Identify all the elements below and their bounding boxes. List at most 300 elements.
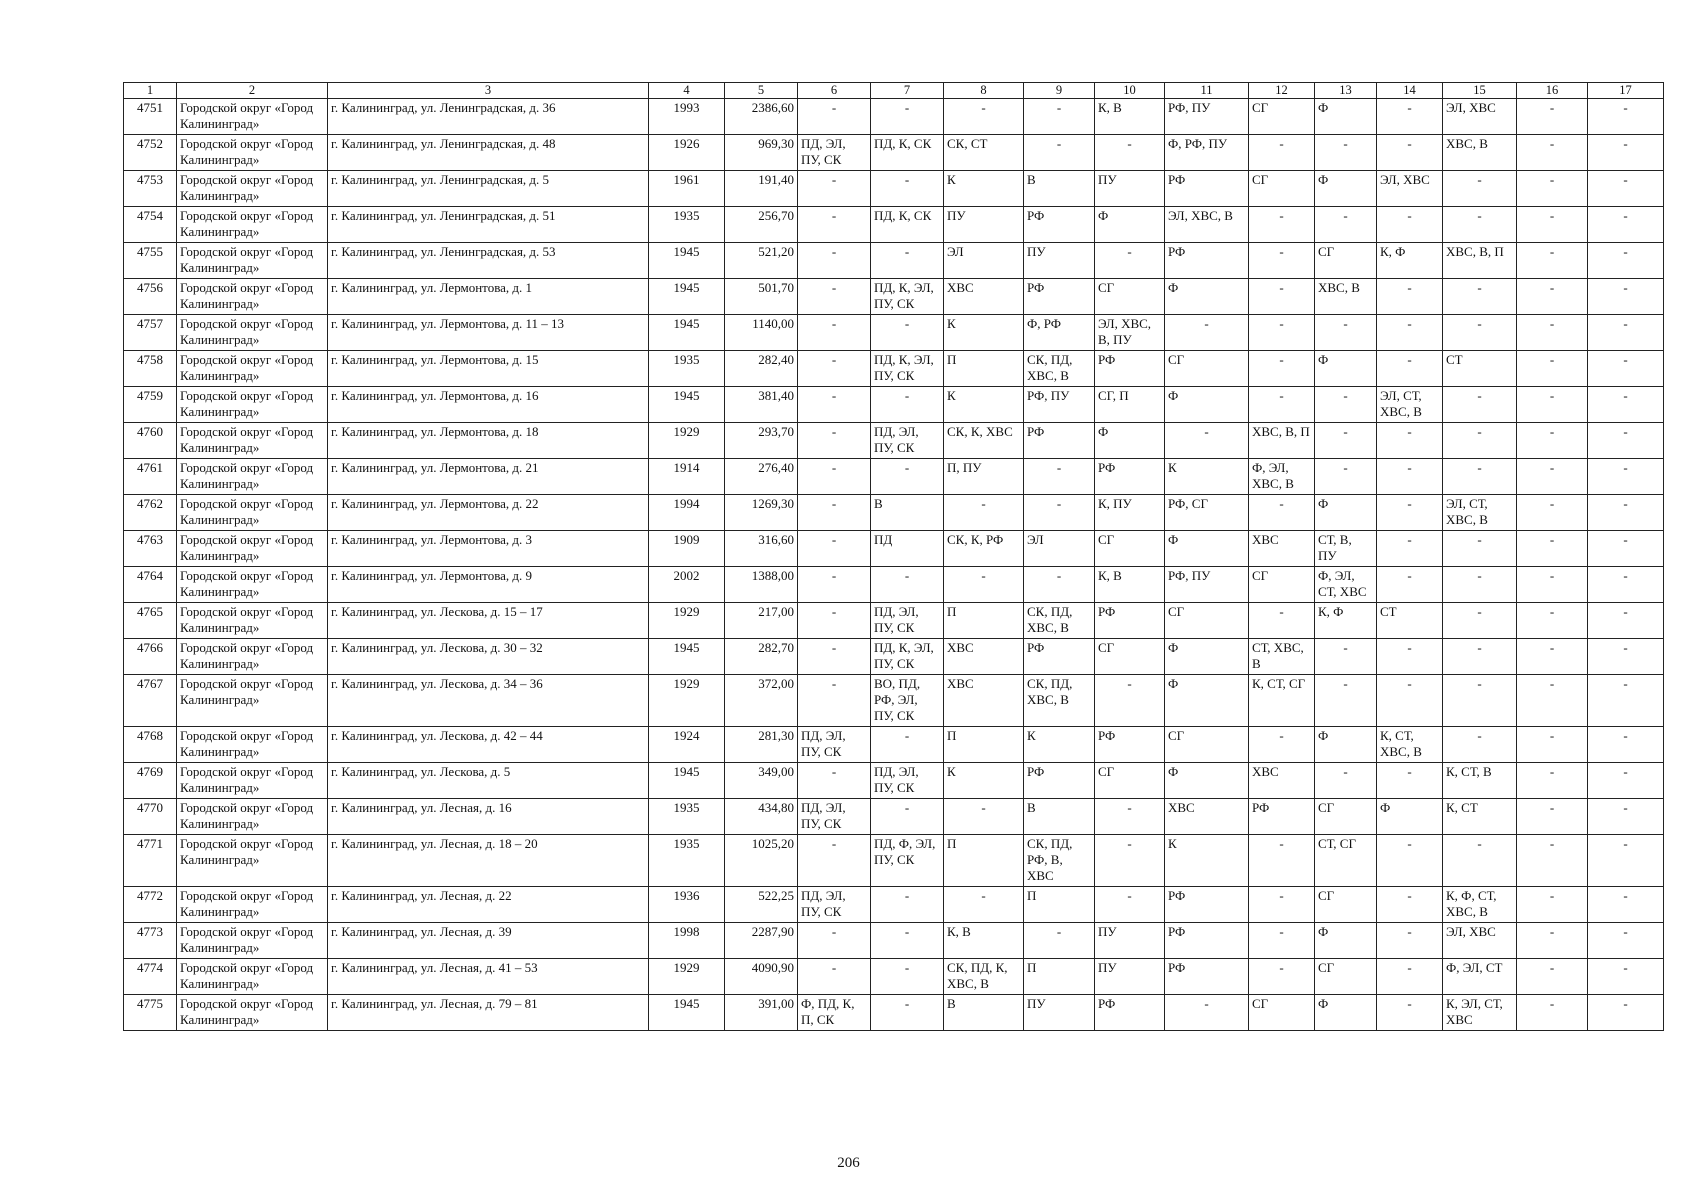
table-cell: РФ xyxy=(1024,763,1095,799)
table-cell: 521,20 xyxy=(725,243,798,279)
table-cell: - xyxy=(1165,423,1249,459)
table-cell: ПУ xyxy=(1024,995,1095,1031)
table-cell: - xyxy=(1249,923,1315,959)
table-cell: 1929 xyxy=(649,959,725,995)
table-cell: - xyxy=(1315,675,1377,727)
table-cell: 4774 xyxy=(124,959,177,995)
table-row xyxy=(124,135,1664,171)
table-cell: Городской округ «Город Калининград» xyxy=(177,835,328,887)
table-cell: - xyxy=(798,315,871,351)
table-row xyxy=(124,567,1664,603)
table-cell: - xyxy=(1249,315,1315,351)
table-cell: - xyxy=(1588,531,1664,567)
table-cell: Городской округ «Город Калининград» xyxy=(177,459,328,495)
table-cell: - xyxy=(1588,351,1664,387)
column-header: 13 xyxy=(1315,83,1377,99)
table-cell: ПД, ЭЛ, ПУ, СК xyxy=(871,603,944,639)
table-cell: Ф xyxy=(1165,531,1249,567)
table-cell: Ф, РФ, ПУ xyxy=(1165,135,1249,171)
table-cell: г. Калининград, ул. Ленинградская, д. 51 xyxy=(328,207,649,243)
table-cell: Городской округ «Город Калининград» xyxy=(177,603,328,639)
table-cell: - xyxy=(871,959,944,995)
table-cell: Ф xyxy=(1315,171,1377,207)
table-cell: - xyxy=(1588,207,1664,243)
table-cell: Городской округ «Город Калининград» xyxy=(177,799,328,835)
table-cell: - xyxy=(1517,835,1588,887)
table-cell: - xyxy=(1165,315,1249,351)
table-cell: - xyxy=(1588,639,1664,675)
table-cell: 381,40 xyxy=(725,387,798,423)
table-row xyxy=(124,243,1664,279)
table-cell: - xyxy=(1588,135,1664,171)
table-cell: СК, ПД, ХВС, В xyxy=(1024,351,1095,387)
table-cell: - xyxy=(1443,423,1517,459)
header-row xyxy=(124,83,1664,99)
table-cell: - xyxy=(1443,603,1517,639)
table-cell: Городской округ «Город Калининград» xyxy=(177,923,328,959)
table-cell: ПУ xyxy=(1095,959,1165,995)
table-cell: - xyxy=(871,995,944,1031)
table-cell: - xyxy=(1095,135,1165,171)
table-cell: Ф, ЭЛ, СТ, ХВС xyxy=(1315,567,1377,603)
table-cell: К, В xyxy=(1095,99,1165,135)
table-cell: В xyxy=(944,995,1024,1031)
table-cell: СТ, ХВС, В xyxy=(1249,639,1315,675)
table-row xyxy=(124,763,1664,799)
table-cell: - xyxy=(1249,279,1315,315)
table-cell: - xyxy=(871,887,944,923)
table-cell: - xyxy=(1377,835,1443,887)
table-cell: - xyxy=(1377,923,1443,959)
table-cell: - xyxy=(871,727,944,763)
table-cell: - xyxy=(1249,243,1315,279)
table-cell: РФ xyxy=(1095,459,1165,495)
table-cell: 1945 xyxy=(649,315,725,351)
table-cell: - xyxy=(1517,675,1588,727)
table-cell: - xyxy=(1249,959,1315,995)
table-cell: Городской округ «Город Калининград» xyxy=(177,959,328,995)
table-row xyxy=(124,799,1664,835)
table-cell: Городской округ «Город Калининград» xyxy=(177,279,328,315)
table-cell: - xyxy=(1377,351,1443,387)
table-cell: 4755 xyxy=(124,243,177,279)
table-cell: Ф xyxy=(1165,639,1249,675)
table-cell: - xyxy=(1588,763,1664,799)
table-cell: - xyxy=(1377,887,1443,923)
table-cell: - xyxy=(1165,995,1249,1031)
table-cell: ПД, ЭЛ, ПУ, СК xyxy=(871,763,944,799)
table-cell: - xyxy=(798,351,871,387)
table-cell: - xyxy=(1588,727,1664,763)
table-cell: Городской округ «Город Калининград» xyxy=(177,423,328,459)
table-cell: 1994 xyxy=(649,495,725,531)
table-cell: 4773 xyxy=(124,923,177,959)
table-cell: - xyxy=(1517,99,1588,135)
table-cell: г. Калининград, ул. Ленинградская, д. 48 xyxy=(328,135,649,171)
table-cell: Городской округ «Город Калининград» xyxy=(177,639,328,675)
table-cell: Городской округ «Город Калининград» xyxy=(177,315,328,351)
table-cell: 1945 xyxy=(649,639,725,675)
table-cell: - xyxy=(1315,763,1377,799)
table-cell: - xyxy=(798,99,871,135)
table-cell: 316,60 xyxy=(725,531,798,567)
table-cell: Ф, ПД, К, П, СК xyxy=(798,995,871,1031)
table-cell: 1269,30 xyxy=(725,495,798,531)
table-cell: ЭЛ xyxy=(944,243,1024,279)
table-cell: г. Калининград, ул. Лермонтова, д. 3 xyxy=(328,531,649,567)
table-cell: - xyxy=(1588,959,1664,995)
table-cell: - xyxy=(871,243,944,279)
table-cell: Ф xyxy=(1315,923,1377,959)
table-cell: - xyxy=(1024,135,1095,171)
table-cell: 4768 xyxy=(124,727,177,763)
table-cell: 434,80 xyxy=(725,799,798,835)
table-cell: - xyxy=(1588,995,1664,1031)
table-cell: СГ xyxy=(1249,995,1315,1031)
table-cell: - xyxy=(1588,603,1664,639)
table-cell: - xyxy=(1588,279,1664,315)
table-cell: - xyxy=(798,959,871,995)
table-row xyxy=(124,459,1664,495)
table-cell: П xyxy=(1024,887,1095,923)
table-cell: РФ xyxy=(1249,799,1315,835)
table-cell: 1935 xyxy=(649,351,725,387)
table-cell: - xyxy=(871,567,944,603)
table-cell: К, В xyxy=(944,923,1024,959)
table-cell: - xyxy=(871,99,944,135)
table-cell: СК, ПД, К, ХВС, В xyxy=(944,959,1024,995)
table-cell: г. Калининград, ул. Ленинградская, д. 36 xyxy=(328,99,649,135)
table-cell: П xyxy=(944,727,1024,763)
table-cell: - xyxy=(871,923,944,959)
table-cell: - xyxy=(1517,603,1588,639)
table-cell: - xyxy=(1443,727,1517,763)
table-cell: 4771 xyxy=(124,835,177,887)
table-row xyxy=(124,603,1664,639)
table-cell: РФ xyxy=(1165,923,1249,959)
column-header: 5 xyxy=(725,83,798,99)
table-cell: - xyxy=(871,315,944,351)
table-cell: Городской округ «Город Калининград» xyxy=(177,243,328,279)
table-cell: РФ, СГ xyxy=(1165,495,1249,531)
table-cell: ПД, К, СК xyxy=(871,207,944,243)
table-cell: - xyxy=(1517,799,1588,835)
table-cell: Ф, ЭЛ, СТ xyxy=(1443,959,1517,995)
table-cell: Ф xyxy=(1315,351,1377,387)
table-cell: 1945 xyxy=(649,763,725,799)
table-cell: - xyxy=(1517,763,1588,799)
table-cell: - xyxy=(1588,387,1664,423)
table-cell: ЭЛ, ХВС xyxy=(1443,923,1517,959)
table-cell: ХВС, В, П xyxy=(1249,423,1315,459)
table-cell: - xyxy=(1588,243,1664,279)
table-cell: 281,30 xyxy=(725,727,798,763)
table-cell: П xyxy=(944,835,1024,887)
table-cell: 4756 xyxy=(124,279,177,315)
table-cell: - xyxy=(1588,171,1664,207)
table-cell: - xyxy=(1517,959,1588,995)
table-cell: - xyxy=(1517,495,1588,531)
table-cell: - xyxy=(1315,315,1377,351)
table-cell: 4775 xyxy=(124,995,177,1031)
table-cell: - xyxy=(1517,531,1588,567)
table-cell: К xyxy=(944,763,1024,799)
table-cell: Городской округ «Город Калининград» xyxy=(177,387,328,423)
table-cell: г. Калининград, ул. Лермонтова, д. 16 xyxy=(328,387,649,423)
table-cell: ЭЛ, ХВС xyxy=(1443,99,1517,135)
column-header: 6 xyxy=(798,83,871,99)
table-cell: - xyxy=(1517,315,1588,351)
table-cell: ПД, ЭЛ, ПУ, СК xyxy=(798,135,871,171)
table-cell: 1935 xyxy=(649,799,725,835)
table-cell: - xyxy=(1517,279,1588,315)
table-cell: г. Калининград, ул. Лесная, д. 18 – 20 xyxy=(328,835,649,887)
table-cell: - xyxy=(1315,639,1377,675)
table-cell: 1929 xyxy=(649,603,725,639)
table-cell: Городской округ «Город Калининград» xyxy=(177,351,328,387)
table-cell: г. Калининград, ул. Лесная, д. 16 xyxy=(328,799,649,835)
table-cell: - xyxy=(1517,459,1588,495)
table-cell: Городской округ «Город Калининград» xyxy=(177,171,328,207)
table-cell: РФ, ПУ xyxy=(1165,567,1249,603)
table-cell: СГ xyxy=(1095,531,1165,567)
table-cell: Городской округ «Город Калининград» xyxy=(177,567,328,603)
column-header: 14 xyxy=(1377,83,1443,99)
table-row xyxy=(124,279,1664,315)
column-header: 7 xyxy=(871,83,944,99)
table-cell: Ф xyxy=(1095,423,1165,459)
table-cell: - xyxy=(1024,495,1095,531)
table-cell: ПД, ЭЛ, ПУ, СК xyxy=(798,727,871,763)
table-cell: Ф, РФ xyxy=(1024,315,1095,351)
table-cell: К, Ф, СТ, ХВС, В xyxy=(1443,887,1517,923)
table-cell: Городской округ «Город Калининград» xyxy=(177,207,328,243)
table-cell: - xyxy=(1517,171,1588,207)
table-row xyxy=(124,171,1664,207)
table-cell: - xyxy=(798,243,871,279)
column-header: 9 xyxy=(1024,83,1095,99)
table-cell: - xyxy=(1517,207,1588,243)
table-cell: СГ xyxy=(1095,639,1165,675)
table-cell: Городской округ «Город Калининград» xyxy=(177,135,328,171)
table-cell: Городской округ «Город Калининград» xyxy=(177,763,328,799)
table-cell: РФ xyxy=(1095,351,1165,387)
table-cell: - xyxy=(1443,675,1517,727)
table-cell: ХВС xyxy=(944,675,1024,727)
table-cell: - xyxy=(1517,135,1588,171)
table-cell: ПД xyxy=(871,531,944,567)
table-cell: РФ xyxy=(1024,423,1095,459)
table-cell: СГ xyxy=(1095,763,1165,799)
table-cell: - xyxy=(1249,135,1315,171)
table-cell: - xyxy=(1377,763,1443,799)
table-row xyxy=(124,675,1664,727)
table-cell: - xyxy=(1588,567,1664,603)
table-cell: - xyxy=(1443,387,1517,423)
table-cell: ПД, К, ЭЛ, ПУ, СК xyxy=(871,351,944,387)
table-cell: - xyxy=(1588,495,1664,531)
table-cell: - xyxy=(1517,727,1588,763)
table-cell: РФ xyxy=(1165,887,1249,923)
table-cell: - xyxy=(1377,995,1443,1031)
column-header: 2 xyxy=(177,83,328,99)
table-row xyxy=(124,351,1664,387)
table-row xyxy=(124,639,1664,675)
table-cell: К, СТ, В xyxy=(1443,763,1517,799)
table-cell: ПУ xyxy=(944,207,1024,243)
table-row xyxy=(124,835,1664,887)
table-cell: К, В xyxy=(1095,567,1165,603)
table-cell: - xyxy=(1095,835,1165,887)
table-cell: 282,40 xyxy=(725,351,798,387)
table-cell: - xyxy=(1588,315,1664,351)
table-row xyxy=(124,99,1664,135)
table-cell: 4772 xyxy=(124,887,177,923)
column-header: 16 xyxy=(1517,83,1588,99)
table-cell: 4766 xyxy=(124,639,177,675)
table-cell: - xyxy=(1588,835,1664,887)
table-cell: - xyxy=(1517,387,1588,423)
table-cell: 256,70 xyxy=(725,207,798,243)
table-cell: 1945 xyxy=(649,279,725,315)
table-cell: 4767 xyxy=(124,675,177,727)
table-cell: 1929 xyxy=(649,423,725,459)
table-cell: 1926 xyxy=(649,135,725,171)
table-cell: г. Калининград, ул. Лермонтова, д. 9 xyxy=(328,567,649,603)
table-row xyxy=(124,423,1664,459)
table-cell: Городской округ «Город Калининград» xyxy=(177,727,328,763)
table-cell: - xyxy=(1443,459,1517,495)
table-cell: - xyxy=(1249,727,1315,763)
table-cell: РФ xyxy=(1165,959,1249,995)
table-cell: - xyxy=(1377,99,1443,135)
table-cell: СГ xyxy=(1165,603,1249,639)
table-cell: - xyxy=(1377,495,1443,531)
table-cell: - xyxy=(1443,567,1517,603)
table-cell: Городской округ «Город Калининград» xyxy=(177,531,328,567)
table-cell: - xyxy=(1024,459,1095,495)
table-cell: - xyxy=(944,99,1024,135)
table-cell: 4762 xyxy=(124,495,177,531)
table-cell: - xyxy=(798,639,871,675)
table-cell: - xyxy=(1517,923,1588,959)
table-cell: г. Калининград, ул. Лесная, д. 79 – 81 xyxy=(328,995,649,1031)
table-cell: П xyxy=(1024,959,1095,995)
table-cell: 501,70 xyxy=(725,279,798,315)
table-cell: К xyxy=(944,171,1024,207)
table-cell: СГ xyxy=(1315,887,1377,923)
table-cell: - xyxy=(1443,171,1517,207)
table-cell: Ф xyxy=(1315,727,1377,763)
table-cell: - xyxy=(1249,835,1315,887)
table-cell: - xyxy=(798,567,871,603)
table-cell: К, СТ, ХВС, В xyxy=(1377,727,1443,763)
table-cell: ЭЛ, СТ, ХВС, В xyxy=(1377,387,1443,423)
table-cell: ХВС xyxy=(944,639,1024,675)
table-cell: Ф xyxy=(1377,799,1443,835)
table-cell: Городской округ «Город Калининград» xyxy=(177,99,328,135)
table-cell: - xyxy=(1517,639,1588,675)
table-cell: К, Ф xyxy=(1315,603,1377,639)
table-cell: 2002 xyxy=(649,567,725,603)
table-cell: - xyxy=(1588,423,1664,459)
table-cell: СГ xyxy=(1315,243,1377,279)
table-cell: - xyxy=(798,423,871,459)
table-cell: К xyxy=(1165,835,1249,887)
table-cell: - xyxy=(1315,135,1377,171)
column-header: 12 xyxy=(1249,83,1315,99)
table-cell: 1140,00 xyxy=(725,315,798,351)
table-cell: - xyxy=(944,887,1024,923)
table-cell: 1935 xyxy=(649,207,725,243)
table-cell: РФ, ПУ xyxy=(1024,387,1095,423)
table-cell: - xyxy=(1588,923,1664,959)
table-cell: ЭЛ, ХВС xyxy=(1377,171,1443,207)
table-cell: ХВС, В xyxy=(1315,279,1377,315)
table-cell: СГ xyxy=(1165,351,1249,387)
table-cell: - xyxy=(1249,387,1315,423)
table-cell: ХВС xyxy=(1249,531,1315,567)
table-cell: СГ xyxy=(1315,799,1377,835)
table-cell: 522,25 xyxy=(725,887,798,923)
table-cell: - xyxy=(944,799,1024,835)
table-cell: 1929 xyxy=(649,675,725,727)
table-row xyxy=(124,727,1664,763)
table-cell: 4770 xyxy=(124,799,177,835)
table-cell: П xyxy=(944,351,1024,387)
table-cell: 1914 xyxy=(649,459,725,495)
table-cell: СК, СТ xyxy=(944,135,1024,171)
table-cell: - xyxy=(1249,495,1315,531)
table-cell: - xyxy=(1517,995,1588,1031)
table-cell: - xyxy=(798,531,871,567)
table-cell: К, СТ, СГ xyxy=(1249,675,1315,727)
table-cell: - xyxy=(1517,243,1588,279)
table-cell: СГ, П xyxy=(1095,387,1165,423)
table-cell: ХВС, В xyxy=(1443,135,1517,171)
table-cell: Ф, ЭЛ, ХВС, В xyxy=(1249,459,1315,495)
table-cell: 1961 xyxy=(649,171,725,207)
table-cell: К xyxy=(1024,727,1095,763)
table-cell: К, Ф xyxy=(1377,243,1443,279)
table-cell: г. Калининград, ул. Лескова, д. 15 – 17 xyxy=(328,603,649,639)
table-cell: - xyxy=(1517,887,1588,923)
table-cell: - xyxy=(1443,835,1517,887)
table-cell: ПД, ЭЛ, ПУ, СК xyxy=(871,423,944,459)
table-cell: - xyxy=(1024,567,1095,603)
table-row xyxy=(124,959,1664,995)
table-cell: РФ xyxy=(1095,995,1165,1031)
table-cell: г. Калининград, ул. Лескова, д. 42 – 44 xyxy=(328,727,649,763)
table-cell: - xyxy=(1315,423,1377,459)
table-cell: г. Калининград, ул. Лесная, д. 41 – 53 xyxy=(328,959,649,995)
table-cell: 4758 xyxy=(124,351,177,387)
table-row xyxy=(124,207,1664,243)
table-cell: 1936 xyxy=(649,887,725,923)
column-header: 8 xyxy=(944,83,1024,99)
table-cell: - xyxy=(1443,315,1517,351)
table-cell: 1025,20 xyxy=(725,835,798,887)
table-cell: ПУ xyxy=(1095,171,1165,207)
table-cell: г. Калининград, ул. Лескова, д. 30 – 32 xyxy=(328,639,649,675)
table-cell: - xyxy=(1095,243,1165,279)
table-cell: - xyxy=(1588,99,1664,135)
table-cell: 4752 xyxy=(124,135,177,171)
table-cell: Городской округ «Город Калининград» xyxy=(177,495,328,531)
table-cell: - xyxy=(798,675,871,727)
table-cell: - xyxy=(798,459,871,495)
table-cell: г. Калининград, ул. Лескова, д. 34 – 36 xyxy=(328,675,649,727)
